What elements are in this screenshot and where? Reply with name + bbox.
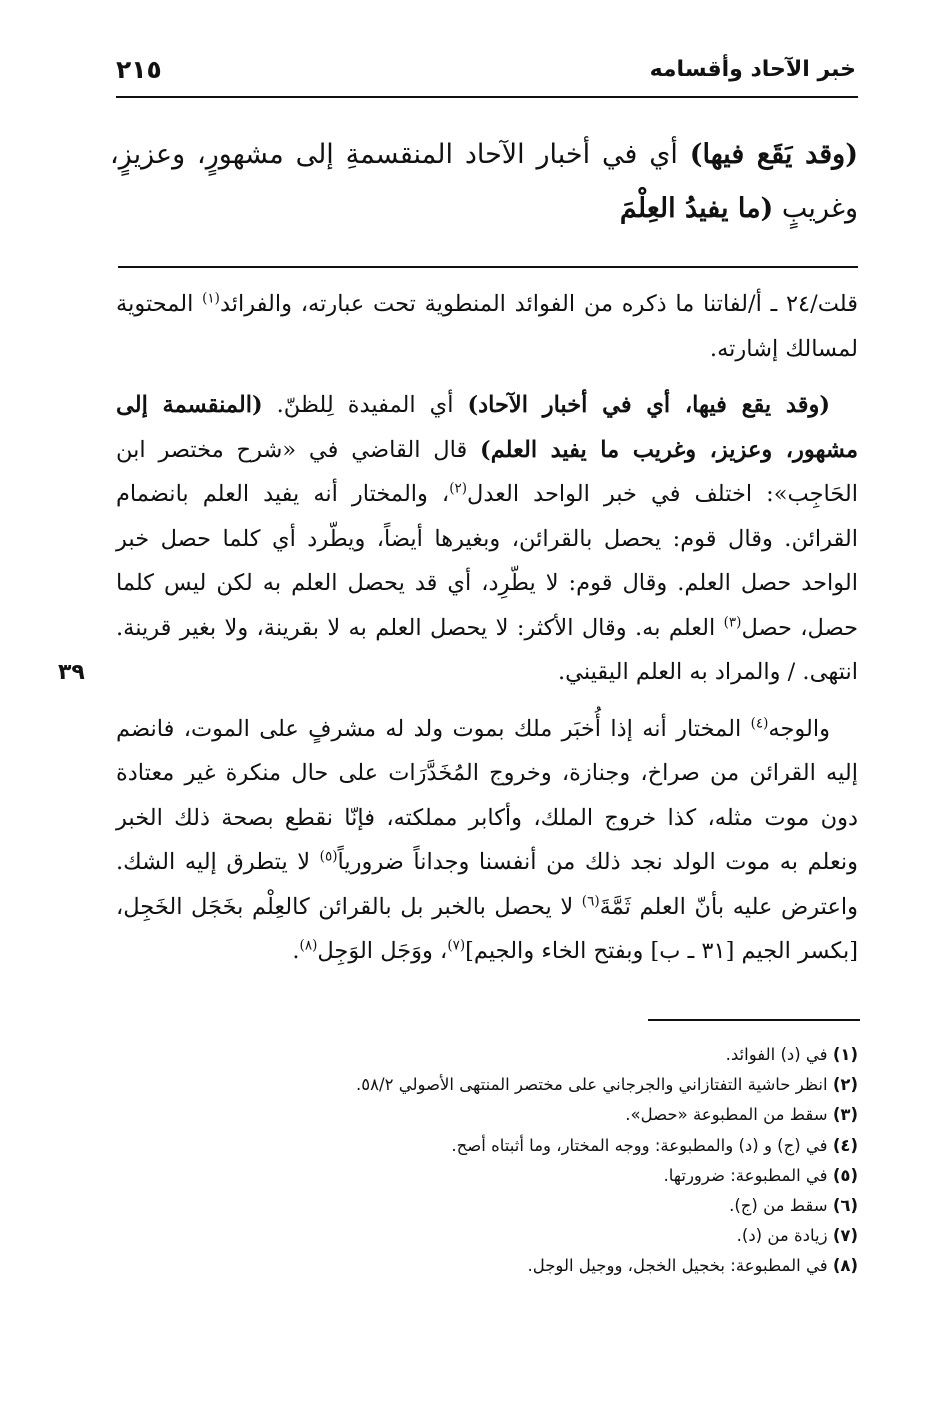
footnote-number: (٣) — [832, 1105, 858, 1125]
paragraph-1 — [116, 282, 858, 371]
footnote-number: (٥) — [832, 1165, 858, 1185]
footnote-ref-4: (٤) — [750, 715, 769, 731]
p3-text-5: ، ووَجَل الوَجِل — [317, 938, 448, 964]
matn-separator — [118, 266, 858, 268]
footnote-3 — [140, 1100, 858, 1130]
footnote-number: (٧) — [832, 1226, 858, 1246]
footnote-ref-2: (٢) — [449, 480, 468, 497]
footnote-4 — [140, 1131, 858, 1161]
running-header-title: خبر الآحاد وأقسامه — [649, 57, 856, 82]
footnote-number: (٢) — [832, 1075, 858, 1095]
footnotes — [140, 1040, 858, 1282]
p2-text-3: ، والمختار أنه يفيد العلم بانضمام القرائن. وقال قوم: يحصل بالقرائن، وبغيرها أيضاً، ويطّرد أي كلما حصل خبر الواحد حصل العلم. وقال قوم: لا يطّرِد، أي قد يحصل العلم به لكن ليس كلما حصل، حصل — [116, 481, 858, 641]
footnote-7 — [140, 1221, 858, 1251]
p2-text-1: أي المفيدة لِلظنّ. — [262, 392, 468, 418]
footnote-5 — [140, 1161, 858, 1191]
footnote-number: (٤) — [832, 1135, 858, 1155]
footnote-text: في المطبوعة: ضرورتها. — [663, 1165, 828, 1185]
footnote-8 — [140, 1251, 858, 1281]
footnote-ref-6: (٦) — [581, 893, 600, 909]
p1-text: قلت/٢٤ ـ أ/لفاتنا ما ذكره من الفوائد المنطوية تحت عبارته، والفرائد — [219, 291, 858, 317]
p3-text-4: لا يحصل بالخبر بل بالقرائن كالعِلْم بخَجَل الخَجِل، [بكسر الجيم [٣١ ـ ب] وبفتح الخاء والجيم] — [116, 893, 858, 964]
p2-bold-2: (المنقسمة إلى مشهور، وعزيز، وغريب ما يفيد العلم) — [116, 392, 858, 463]
footnote-2 — [140, 1070, 858, 1100]
matn-bold-open: (وقد يَقَع فيها) — [689, 139, 858, 170]
footnote-ref-5: (٥) — [319, 848, 338, 865]
p3-text-2: المختار أنه إذا أُخبَر ملك بموت ولد له مشرفٍ على الموت، فانضم إليه القرائن من صراخ، وجنازة، وخروج المُخَدَّرَات على حال منكرة غير معتادة دون موت مثله، كذا خروج الملك، وأكابر مملكته، فإنّا نقطع بصحة ذلك الخبر ونعلم به موت الولد نجد ذلك من أنفسنا وجداناً ضرورياً — [116, 715, 858, 875]
p3-text-6: . — [292, 938, 300, 964]
p2-text-4: العلم به. وقال الأكثر: لا يحصل العلم به لا بقرينة، ولا بغير قرينة. انتهى. / والمراد به العلم اليقيني. — [116, 614, 858, 685]
footnote-text: زيادة من (د). — [736, 1226, 828, 1246]
paragraph-2 — [116, 383, 858, 695]
footnote-text: في (د) الفوائد. — [725, 1045, 828, 1064]
commentary — [116, 282, 858, 986]
p1-text-end: المحتوية لمسالك إشارته. — [116, 291, 858, 362]
footnote-number: (٦) — [832, 1196, 858, 1216]
p3-text-3: لا يتطرق إليه الشك. واعترض عليه بأنّ العلم ثَمَّةَ — [116, 849, 858, 920]
footnote-ref-7: (٧) — [447, 937, 466, 954]
p2-bold-1: (وقد يقع فيها، أي في أخبار الآحاد) — [467, 392, 830, 418]
footnote-text: انظر حاشية التفتازاني والجرجاني على مختصر المنتهى الأصولي ٥٨/٢. — [356, 1075, 828, 1095]
p2-text-2: قال القاضي في «شرح مختصر ابن الحَاجِب»: اختلف في خبر الواحد العدل — [116, 436, 858, 507]
manuscript-folio-number: ٣٩ — [58, 660, 85, 685]
matn-text — [110, 128, 858, 236]
footnote-text: سقط من المطبوعة «حصل». — [625, 1105, 828, 1125]
footnote-ref-3: (٣) — [723, 614, 742, 630]
header-rule — [116, 96, 858, 98]
footnote-text: في المطبوعة: بخجيل الخجل، ووجيل الوجل. — [527, 1256, 828, 1276]
matn-plain: أي في أخبار الآحاد المنقسمةِ إلى مشهورٍ، وعزيزٍ، وغريبٍ — [110, 139, 858, 224]
page-number: ٢١٥ — [116, 55, 162, 84]
footnote-ref-8: (٨) — [299, 937, 318, 954]
footnote-1 — [140, 1040, 858, 1070]
footnote-number: (١) — [832, 1045, 858, 1064]
footnote-ref-1: (١) — [202, 290, 220, 307]
footnote-6 — [140, 1191, 858, 1221]
p3-text-1: والوجه — [768, 715, 830, 742]
footnote-text: سقط من (ج). — [729, 1196, 828, 1216]
paragraph-3 — [116, 707, 858, 974]
matn-bold-end: (ما يفيدُ العِلْمَ — [619, 193, 774, 224]
footnote-rule — [648, 1019, 860, 1021]
footnote-text: في (ج) و (د) والمطبوعة: ووجه المختار، وما أثبتاه أصح. — [451, 1135, 828, 1155]
footnote-number: (٨) — [832, 1256, 858, 1276]
